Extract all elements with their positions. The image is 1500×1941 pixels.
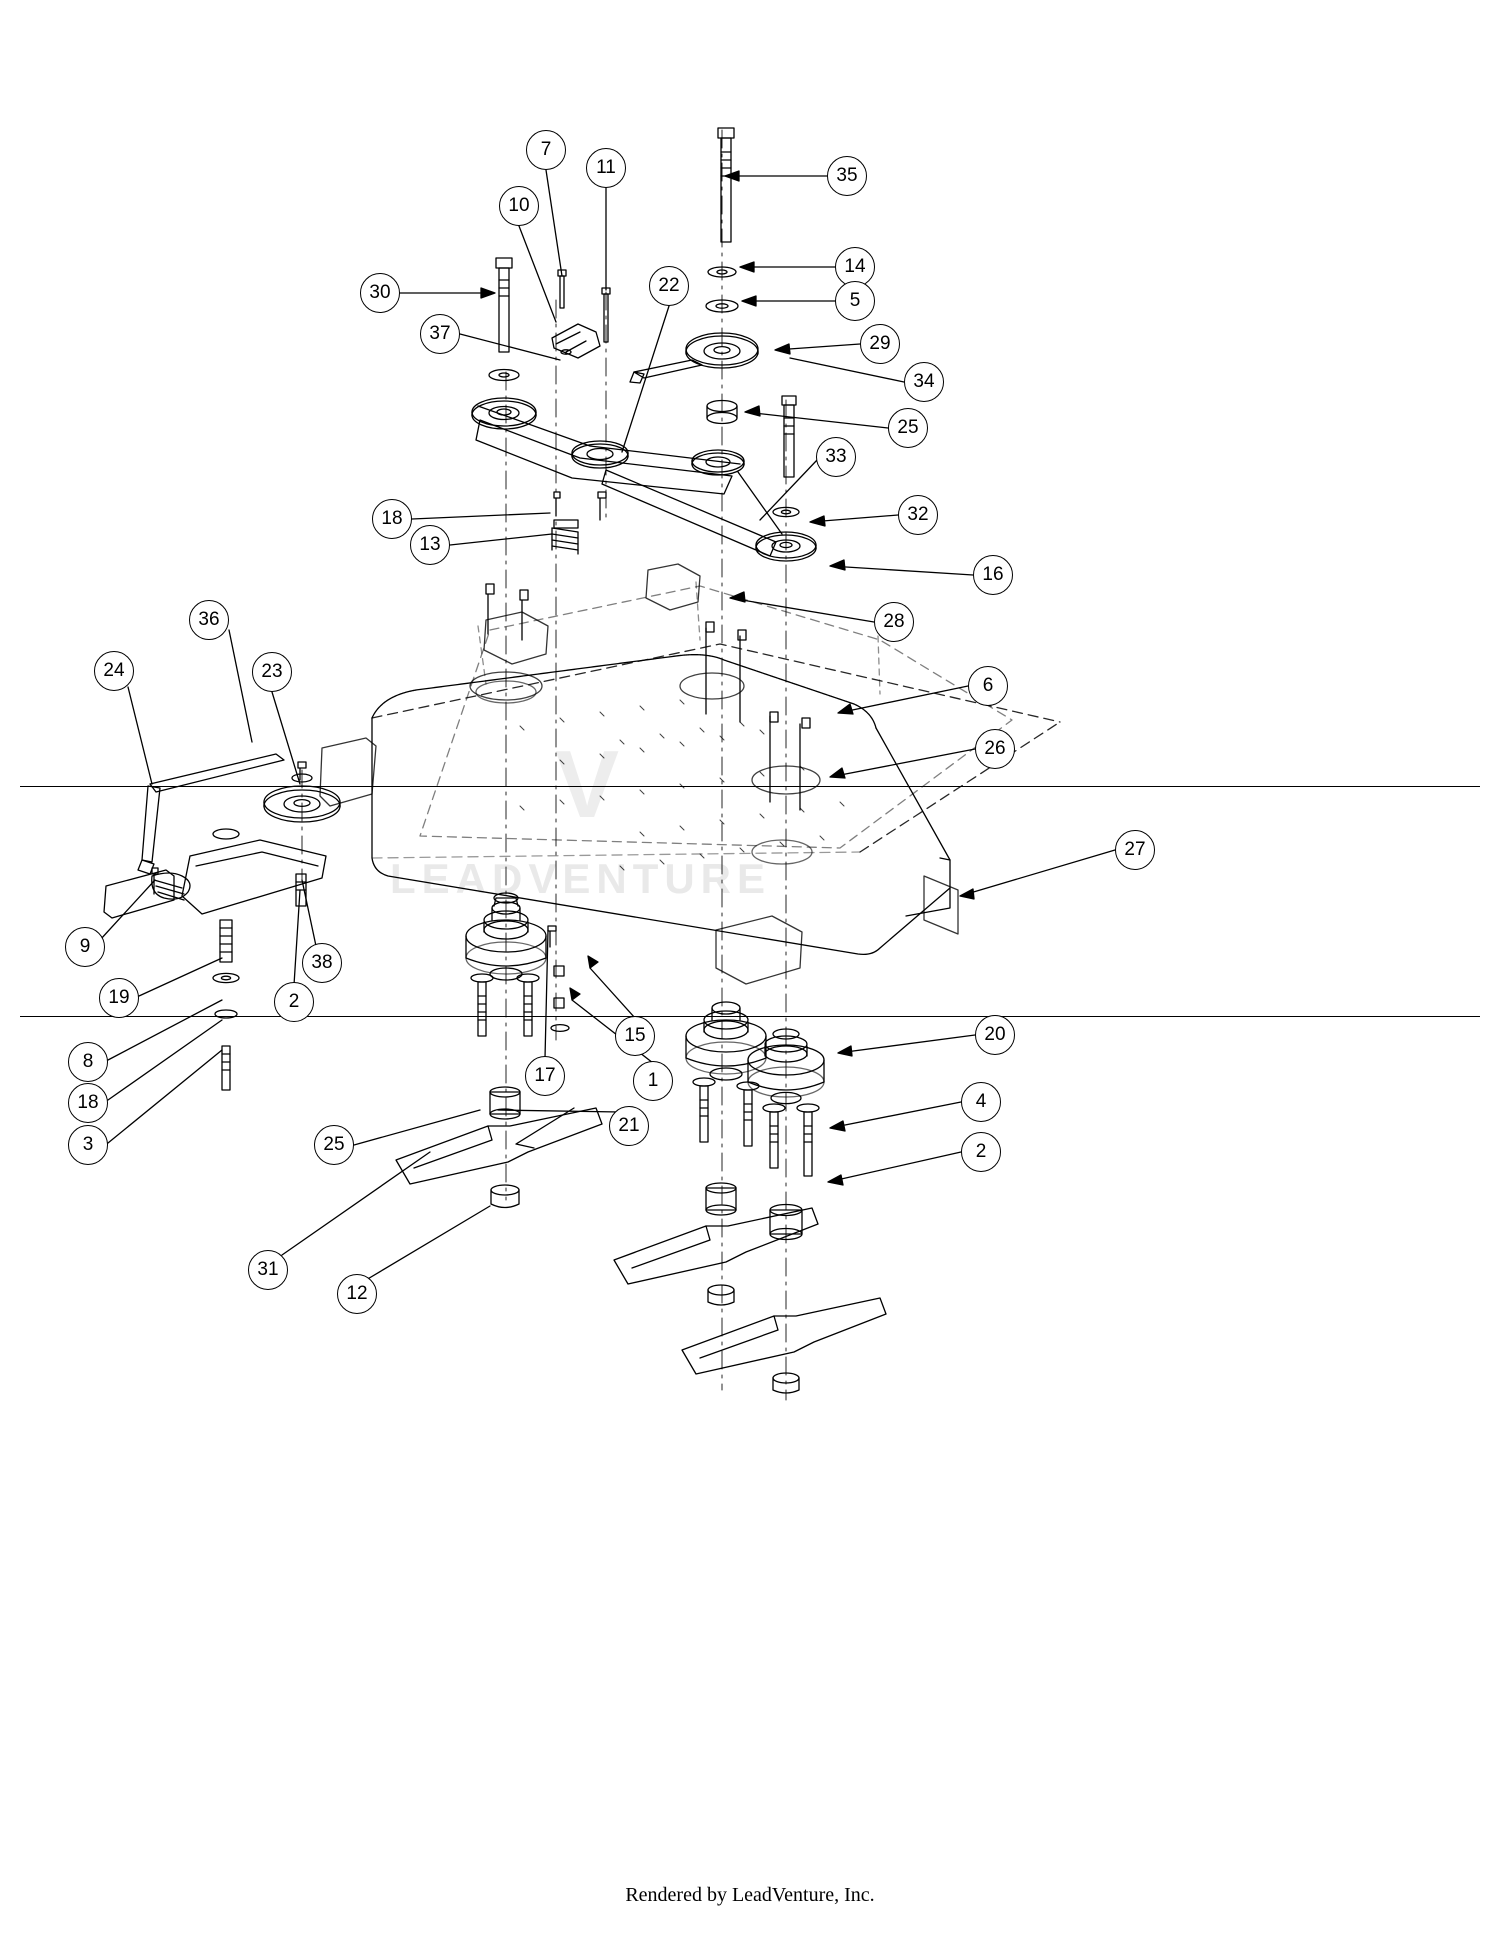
callout-1[interactable]: 1: [633, 1061, 673, 1101]
callout-30[interactable]: 30: [360, 273, 400, 313]
section-rule-upper: [20, 786, 1480, 787]
callout-12[interactable]: 12: [337, 1274, 377, 1314]
callout-16[interactable]: 16: [973, 555, 1013, 595]
callout-10[interactable]: 10: [499, 186, 539, 226]
callout-22[interactable]: 22: [649, 266, 689, 306]
callout-29[interactable]: 29: [860, 324, 900, 364]
callout-38[interactable]: 38: [302, 943, 342, 983]
callout-21[interactable]: 21: [609, 1106, 649, 1146]
callout-20[interactable]: 20: [975, 1015, 1015, 1055]
callout-19[interactable]: 19: [99, 978, 139, 1018]
callout-8[interactable]: 8: [68, 1042, 108, 1082]
callout-18[interactable]: 18: [68, 1083, 108, 1123]
callout-18[interactable]: 18: [372, 499, 412, 539]
callout-24[interactable]: 24: [94, 651, 134, 691]
callout-9[interactable]: 9: [65, 927, 105, 967]
callout-34[interactable]: 34: [904, 362, 944, 402]
callout-14[interactable]: 14: [835, 247, 875, 287]
callout-5[interactable]: 5: [835, 281, 875, 321]
callout-23[interactable]: 23: [252, 652, 292, 692]
callout-33[interactable]: 33: [816, 437, 856, 477]
callout-35[interactable]: 35: [827, 156, 867, 196]
section-rule-lower: [20, 1016, 1480, 1017]
callout-28[interactable]: 28: [874, 602, 914, 642]
callout-4[interactable]: 4: [961, 1082, 1001, 1122]
callout-25[interactable]: 25: [888, 408, 928, 448]
callout-13[interactable]: 13: [410, 525, 450, 565]
callout-7[interactable]: 7: [526, 130, 566, 170]
callout-32[interactable]: 32: [898, 495, 938, 535]
callout-37[interactable]: 37: [420, 314, 460, 354]
callout-2[interactable]: 2: [274, 982, 314, 1022]
callout-31[interactable]: 31: [248, 1250, 288, 1290]
callout-17[interactable]: 17: [525, 1056, 565, 1096]
callout-15[interactable]: 15: [615, 1016, 655, 1056]
callout-2[interactable]: 2: [961, 1132, 1001, 1172]
callout-3[interactable]: 3: [68, 1125, 108, 1165]
callout-27[interactable]: 27: [1115, 830, 1155, 870]
callout-36[interactable]: 36: [189, 600, 229, 640]
watermark-mark: V: [555, 731, 620, 838]
callout-25[interactable]: 25: [314, 1125, 354, 1165]
watermark-text: LEADVENTURE: [390, 855, 772, 902]
callout-11[interactable]: 11: [586, 148, 626, 188]
callout-6[interactable]: 6: [968, 666, 1008, 706]
callout-26[interactable]: 26: [975, 729, 1015, 769]
footer-credit: Rendered by LeadVenture, Inc.: [625, 1884, 875, 1906]
